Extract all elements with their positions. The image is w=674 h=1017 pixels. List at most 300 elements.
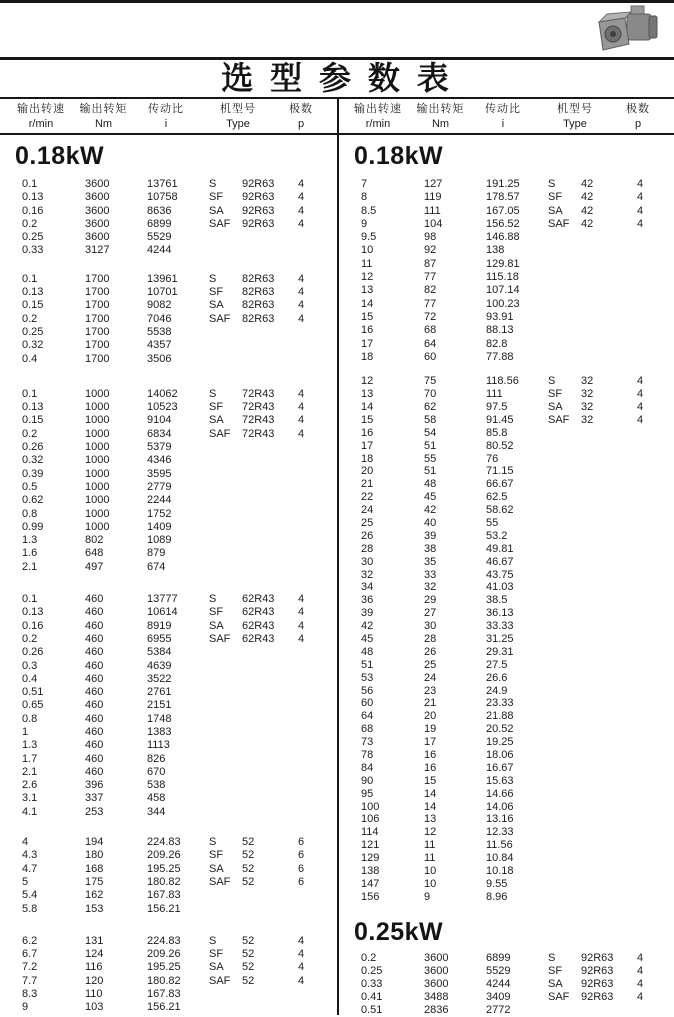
- cell-model: [581, 504, 637, 517]
- cell-model: [242, 1001, 298, 1014]
- cell-torque: 460: [85, 739, 104, 752]
- table-row: [0, 593, 337, 606]
- table-row: [339, 244, 674, 257]
- table-row: [0, 660, 337, 673]
- cell-torque: 460: [85, 619, 104, 632]
- cell-poles: 4: [298, 312, 305, 325]
- table-block-62r43: [0, 593, 337, 819]
- table-row: [339, 388, 674, 401]
- cell-torque: 77: [424, 297, 437, 310]
- cell-speed: 8.3: [22, 988, 38, 1001]
- cell-speed: 147: [361, 877, 380, 890]
- cell-ratio: 13961: [147, 272, 178, 285]
- table-row: [339, 271, 674, 284]
- cell-ratio: 6899: [147, 217, 172, 230]
- cell-model: [581, 710, 637, 723]
- cell-speed: 18: [361, 350, 374, 363]
- cell-type: [209, 508, 242, 521]
- table-row: [0, 646, 337, 659]
- table-row: [339, 633, 674, 646]
- cell-poles: 4: [637, 951, 644, 964]
- cell-model: [581, 231, 637, 244]
- cell-poles: 4: [637, 375, 644, 388]
- cell-poles: [298, 231, 337, 244]
- cell-speed: 4: [22, 836, 29, 849]
- cell-ratio: 138: [486, 244, 505, 257]
- cell-type: SAF: [209, 974, 231, 987]
- cell-poles: 6: [298, 836, 305, 849]
- cell-torque: 68: [424, 324, 437, 337]
- cell-ratio: 2779: [147, 480, 172, 493]
- cell-torque: 1000: [85, 480, 110, 493]
- cell-ratio: 88.13: [486, 324, 514, 337]
- cell-poles: [637, 311, 674, 324]
- cell-speed: 100: [361, 800, 380, 813]
- cell-poles: [637, 736, 674, 749]
- cell-speed: 5.8: [22, 902, 38, 915]
- cell-type: SA: [209, 204, 224, 217]
- cell-poles: 4: [298, 272, 305, 285]
- cell-speed: 25: [361, 516, 374, 529]
- cell-torque: 33: [424, 568, 437, 581]
- cell-poles: [298, 686, 337, 699]
- cell-poles: [637, 351, 674, 364]
- cell-speed: 84: [361, 761, 374, 774]
- cell-ratio: 11.56: [486, 839, 513, 852]
- cell-speed: 36: [361, 594, 374, 607]
- cell-poles: [637, 569, 674, 582]
- cell-type: S: [209, 836, 217, 849]
- cell-type: [209, 726, 242, 739]
- cell-speed: 22: [361, 491, 374, 504]
- cell-type: [209, 231, 242, 244]
- cell-speed: 5.4: [22, 889, 38, 902]
- cell-type: [548, 244, 581, 257]
- cell-speed: 48: [361, 645, 374, 658]
- cell-type: [548, 826, 581, 839]
- table-row: [339, 205, 674, 218]
- cell-model: 62R43: [242, 593, 275, 606]
- cell-torque: 12: [424, 826, 437, 839]
- table-row: [339, 351, 674, 364]
- cell-speed: 5: [22, 875, 29, 888]
- cell-model: [242, 468, 298, 481]
- cell-model: 82R63: [242, 286, 275, 299]
- cell-model: [581, 324, 637, 337]
- cell-model: 52: [242, 875, 255, 888]
- table-row: [0, 521, 337, 534]
- cell-ratio: 4346: [147, 454, 172, 467]
- cell-torque: 82: [424, 284, 437, 297]
- cell-torque: 1700: [85, 286, 110, 299]
- cell-torque: 1000: [85, 401, 110, 414]
- table-row: [0, 401, 337, 414]
- cell-type: [209, 686, 242, 699]
- table-row: [339, 453, 674, 466]
- cell-poles: [637, 324, 674, 337]
- cell-speed: 12: [361, 271, 374, 284]
- table-row: [0, 633, 337, 646]
- cell-ratio: 2772: [486, 1003, 511, 1016]
- cell-ratio: 14.06: [486, 800, 514, 813]
- cell-torque: 175: [85, 875, 104, 888]
- cell-poles: 6: [298, 849, 305, 862]
- cell-speed: 0.13: [22, 606, 44, 619]
- cell-torque: 168: [85, 862, 104, 875]
- cell-speed: 0.62: [22, 494, 44, 507]
- cell-poles: [637, 672, 674, 685]
- cell-torque: 32: [424, 581, 437, 594]
- table-row: [339, 891, 674, 904]
- cell-ratio: 191.25: [486, 178, 520, 190]
- table-row: [0, 508, 337, 521]
- table-row: [339, 646, 674, 659]
- cell-poles: [298, 903, 337, 916]
- cell-model: [581, 298, 637, 311]
- cell-poles: [637, 284, 674, 297]
- cell-ratio: 118.56: [486, 375, 519, 388]
- cell-torque: 27: [424, 607, 437, 620]
- cell-torque: 1000: [85, 494, 110, 507]
- cell-poles: 4: [298, 414, 305, 427]
- table-row: [0, 766, 337, 779]
- cell-type: SAF: [209, 632, 231, 645]
- cell-type: [548, 465, 581, 478]
- cell-speed: 1: [22, 725, 29, 738]
- cell-ratio: 1383: [147, 725, 172, 738]
- cell-torque: 3600: [85, 191, 110, 204]
- cell-speed: 129: [361, 852, 380, 865]
- cell-model: [242, 889, 298, 902]
- cell-poles: [298, 699, 337, 712]
- cell-poles: 4: [298, 387, 305, 400]
- cell-speed: 0.1: [22, 593, 38, 606]
- table-row: [0, 779, 337, 792]
- cell-model: 82R63: [242, 312, 275, 325]
- cell-type: [209, 753, 242, 766]
- cell-model: 92R63: [242, 178, 275, 190]
- cell-poles: 4: [298, 948, 305, 961]
- cell-poles: [637, 891, 674, 904]
- cell-ratio: 107.14: [486, 284, 520, 297]
- cell-model: 72R43: [242, 387, 275, 400]
- cell-ratio: 2244: [147, 494, 172, 507]
- cell-type: [548, 298, 581, 311]
- cell-model: [581, 723, 637, 736]
- cell-ratio: 670: [147, 765, 166, 778]
- cell-poles: [298, 739, 337, 752]
- cell-speed: 32: [361, 568, 374, 581]
- cell-type: SAF: [548, 217, 570, 230]
- cell-speed: 0.25: [22, 231, 44, 244]
- cell-type: [548, 646, 581, 659]
- cell-speed: 9.5: [361, 231, 377, 244]
- cell-type: [209, 339, 242, 352]
- table-row: [0, 1001, 337, 1014]
- table-row: [339, 685, 674, 698]
- cell-model: [581, 685, 637, 698]
- cell-poles: [298, 988, 337, 1001]
- cell-model: 92R63: [242, 191, 275, 204]
- cell-poles: [637, 556, 674, 569]
- cell-type: [548, 478, 581, 491]
- cell-model: 52: [242, 849, 255, 862]
- cell-speed: 8.5: [361, 204, 377, 217]
- cell-torque: 17: [424, 736, 437, 749]
- cell-model: [242, 766, 298, 779]
- cell-poles: 4: [298, 974, 305, 987]
- cell-torque: 30: [424, 620, 437, 633]
- cell-poles: [637, 710, 674, 723]
- cell-model: [581, 839, 637, 852]
- cell-torque: 51: [424, 439, 437, 452]
- cell-ratio: 19.25: [486, 736, 514, 749]
- table-row: [339, 762, 674, 775]
- table-row: [0, 561, 337, 574]
- cell-poles: [637, 852, 674, 865]
- cell-type: [548, 543, 581, 556]
- cell-type: SAF: [209, 312, 231, 325]
- cell-poles: 4: [298, 299, 305, 312]
- cell-type: [209, 521, 242, 534]
- cell-ratio: 24.9: [486, 684, 508, 697]
- column-headers-right: [337, 102, 674, 133]
- cell-torque: 13: [424, 813, 437, 826]
- cell-torque: 1000: [85, 414, 110, 427]
- cell-type: [209, 534, 242, 547]
- cell-model: [581, 672, 637, 685]
- cell-model: 92R63: [581, 977, 614, 990]
- cell-poles: 4: [298, 217, 305, 230]
- cell-poles: [637, 338, 674, 351]
- cell-ratio: 93.91: [486, 310, 514, 323]
- cell-model: 92R63: [242, 217, 275, 230]
- cell-torque: 54: [424, 426, 437, 439]
- cell-torque: 1000: [85, 507, 110, 520]
- cell-poles: [298, 673, 337, 686]
- cell-poles: 4: [298, 401, 305, 414]
- cell-model: [242, 753, 298, 766]
- cell-type: [209, 646, 242, 659]
- table-row: [339, 813, 674, 826]
- cell-torque: 77: [424, 271, 437, 284]
- cell-type: S: [209, 178, 217, 190]
- table-row: [339, 801, 674, 814]
- table-row: [339, 978, 674, 991]
- cell-speed: 39: [361, 607, 374, 620]
- cell-speed: 42: [361, 620, 374, 633]
- cell-speed: 17: [361, 337, 374, 350]
- cell-torque: 42: [424, 504, 437, 517]
- cell-type: [548, 878, 581, 891]
- gearmotor-photo: [591, 4, 659, 56]
- cell-ratio: 18.06: [486, 748, 514, 761]
- cell-torque: 1700: [85, 312, 110, 325]
- cell-model: [242, 686, 298, 699]
- cell-type: SF: [209, 286, 224, 299]
- cell-torque: 16: [424, 761, 437, 774]
- cell-torque: 2836: [424, 1003, 449, 1016]
- cell-speed: 4.3: [22, 849, 38, 862]
- cell-model: [242, 547, 298, 560]
- cell-ratio: 46.67: [486, 555, 514, 568]
- cell-speed: 156: [361, 890, 380, 903]
- table-row: [0, 468, 337, 481]
- cell-ratio: 4357: [147, 339, 172, 352]
- table-row: [339, 478, 674, 491]
- cell-poles: [637, 685, 674, 698]
- header-poles: 极数 p: [626, 103, 650, 130]
- cell-speed: 0.13: [22, 191, 44, 204]
- cell-torque: 3127: [85, 244, 110, 257]
- cell-type: [209, 326, 242, 339]
- cell-ratio: 49.81: [486, 542, 514, 555]
- table-row: [339, 991, 674, 1004]
- cell-model: [581, 607, 637, 620]
- cell-poles: [298, 753, 337, 766]
- cell-torque: 460: [85, 672, 104, 685]
- cell-speed: 0.33: [361, 977, 383, 990]
- cell-speed: 3.1: [22, 792, 38, 805]
- cell-speed: 2.6: [22, 779, 38, 792]
- cell-torque: 14: [424, 787, 437, 800]
- cell-speed: 0.2: [22, 312, 38, 325]
- cell-speed: 114: [361, 826, 379, 839]
- cell-ratio: 9104: [147, 414, 172, 427]
- table-row: [339, 311, 674, 324]
- cell-type: [548, 271, 581, 284]
- cell-model: [581, 775, 637, 788]
- cell-type: [548, 659, 581, 672]
- cell-model: 42: [581, 204, 594, 217]
- cell-poles: [637, 775, 674, 788]
- cell-ratio: 1113: [147, 739, 170, 752]
- section-heading-018kw-right: 0.18kW: [354, 142, 444, 170]
- cell-type: SAF: [209, 217, 231, 230]
- cell-speed: 15: [361, 413, 374, 426]
- cell-speed: 0.2: [22, 632, 38, 645]
- cell-ratio: 14062: [147, 387, 178, 400]
- cell-type: [209, 673, 242, 686]
- table-row: [339, 659, 674, 672]
- table-row: [339, 710, 674, 723]
- cell-ratio: 3409: [486, 990, 511, 1003]
- cell-poles: [298, 481, 337, 494]
- cell-speed: 12: [361, 375, 374, 388]
- cell-speed: 0.2: [22, 427, 38, 440]
- cell-poles: [637, 581, 674, 594]
- cell-poles: [637, 633, 674, 646]
- cell-torque: 253: [85, 805, 104, 818]
- table-row: [0, 339, 337, 352]
- cell-speed: 7.7: [22, 974, 38, 987]
- cell-torque: 15: [424, 774, 437, 787]
- table-row: [0, 792, 337, 805]
- table-row: [339, 749, 674, 762]
- cell-type: [548, 672, 581, 685]
- header-type: 机型号 Type: [220, 103, 256, 130]
- cell-model: [581, 788, 637, 801]
- cell-ratio: 674: [147, 560, 166, 573]
- cell-type: SA: [209, 961, 224, 974]
- cell-model: 32: [581, 375, 594, 388]
- table-row: [0, 286, 337, 299]
- cell-ratio: 21.88: [486, 710, 514, 723]
- cell-ratio: 129.81: [486, 257, 520, 270]
- cell-ratio: 27.5: [486, 658, 508, 671]
- cell-type: SA: [209, 619, 224, 632]
- cell-ratio: 58.62: [486, 504, 514, 517]
- cell-model: [581, 659, 637, 672]
- cell-speed: 121: [361, 839, 380, 852]
- cell-ratio: 3595: [147, 467, 172, 480]
- cell-ratio: 156.21: [147, 1001, 181, 1014]
- cell-model: [581, 813, 637, 826]
- table-row: [0, 620, 337, 633]
- cell-torque: 14: [424, 800, 437, 813]
- cell-type: [548, 749, 581, 762]
- cell-torque: 104: [424, 217, 443, 230]
- cell-model: [581, 736, 637, 749]
- cell-poles: [298, 521, 337, 534]
- cell-type: SF: [209, 948, 224, 961]
- cell-model: 82R63: [242, 272, 275, 285]
- cell-type: [209, 766, 242, 779]
- cell-type: S: [548, 178, 556, 190]
- cell-model: 52: [242, 961, 255, 974]
- cell-poles: 4: [637, 204, 644, 217]
- cell-torque: 1700: [85, 272, 110, 285]
- cell-poles: [637, 517, 674, 530]
- cell-type: SF: [548, 964, 563, 977]
- cell-poles: [298, 534, 337, 547]
- table-row: [339, 427, 674, 440]
- cell-ratio: 29.31: [486, 645, 514, 658]
- cell-ratio: 9.55: [486, 877, 508, 890]
- cell-type: SA: [209, 862, 224, 875]
- cell-ratio: 26.6: [486, 671, 508, 684]
- table-row: [0, 889, 337, 902]
- table-row: [0, 975, 337, 988]
- cell-type: S: [209, 387, 217, 400]
- cell-ratio: 36.13: [486, 607, 514, 620]
- cell-model: [581, 427, 637, 440]
- cell-type: [209, 547, 242, 560]
- cell-poles: [298, 508, 337, 521]
- cell-poles: [298, 494, 337, 507]
- cell-torque: 1000: [85, 454, 110, 467]
- cell-model: [581, 440, 637, 453]
- cell-torque: 103: [85, 1001, 104, 1014]
- cell-ratio: 3522: [147, 672, 172, 685]
- cell-speed: 1.3: [22, 739, 38, 752]
- cell-torque: 1000: [85, 387, 110, 400]
- cell-type: [209, 561, 242, 574]
- cell-poles: [298, 779, 337, 792]
- table-row: [339, 788, 674, 801]
- cell-poles: [637, 659, 674, 672]
- cell-type: [548, 351, 581, 364]
- cell-model: 42: [581, 217, 594, 230]
- cell-speed: 24: [361, 504, 374, 517]
- cell-poles: [637, 258, 674, 271]
- cell-type: SAF: [548, 413, 570, 426]
- cell-torque: 23: [424, 684, 437, 697]
- cell-model: [242, 244, 298, 257]
- cell-type: [209, 353, 242, 366]
- cell-type: [548, 852, 581, 865]
- cell-poles: [637, 440, 674, 453]
